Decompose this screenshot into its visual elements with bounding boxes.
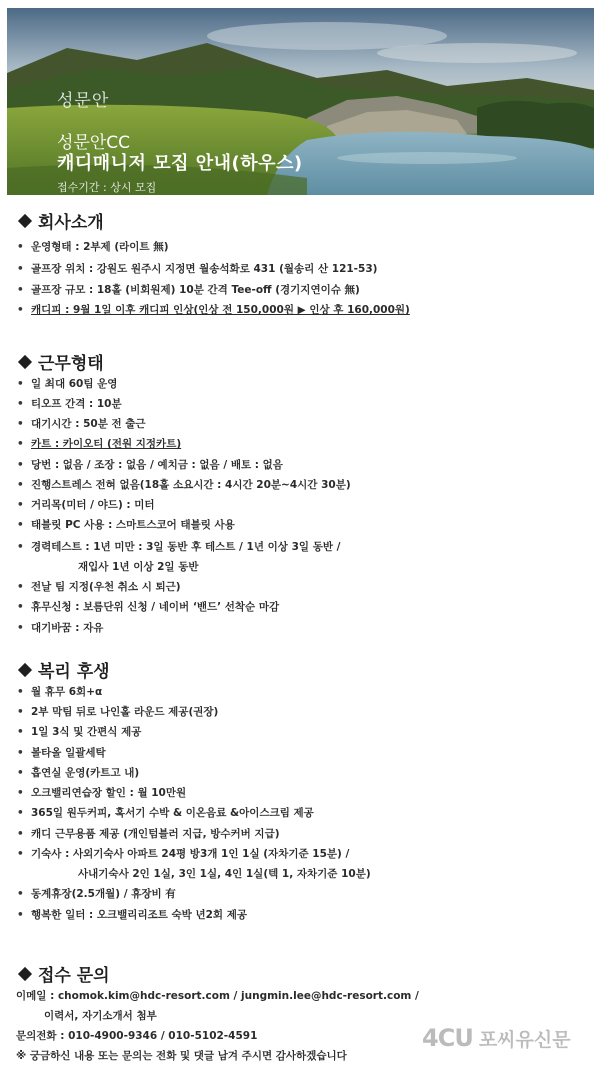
list-item: • 티오프 간격 : 10분 xyxy=(17,398,122,410)
list-item: • 2부 막팀 뒤로 나인홀 라운드 제공(권장) xyxy=(17,706,219,718)
list-item: • 전날 팀 지정(우천 취소 시 퇴근) xyxy=(17,581,181,593)
list-item: • 대기시간 : 50분 전 출근 xyxy=(17,418,146,430)
diamond-bullet-icon xyxy=(18,354,32,368)
list-item: • 거리목(미터 / 야드) : 미터 xyxy=(17,499,155,511)
list-item: • 휴무신청 : 보름단위 신청 / 네이버 ‘밴드’ 선착순 마감 xyxy=(17,601,280,613)
list-item-continuation: 재입사 1년 이상 2일 동반 xyxy=(78,561,199,573)
list-item: • 기숙사 : 사외기숙사 아파트 24평 방3개 1인 1실 (자차기준 15분) / xyxy=(17,848,350,860)
list-item: • 동계휴장(2.5개월) / 휴장비 有 xyxy=(17,888,176,900)
section-heading-work: 근무형태 xyxy=(17,349,104,374)
watermark-text: 포씨유신문 xyxy=(478,1028,571,1051)
list-item: • 운영형태 : 2부제 (라이트 無) xyxy=(17,241,169,253)
list-item: • 1일 3식 및 간편식 제공 xyxy=(17,726,142,738)
list-item: • 당번 : 없음 / 조장 : 없음 / 예치금 : 없음 / 배토 : 없음 xyxy=(17,459,283,471)
list-item: • 흡연실 운영(카트고 내) xyxy=(17,767,140,779)
list-item: • 진행스트레스 전혀 없음(18홀 소요시간 : 4시간 20분~4시간 30분) xyxy=(17,479,351,491)
watermark-logo: 4CU xyxy=(422,1024,473,1052)
list-item: • 월 휴무 6회+α xyxy=(17,686,103,698)
diamond-bullet-icon xyxy=(18,966,32,980)
list-item: • 대기바꿈 : 자유 xyxy=(17,622,104,634)
diamond-bullet-icon xyxy=(18,213,32,227)
banner-title-recruit: 캐디매니저 모집 안내(하우스) xyxy=(57,153,303,174)
section-heading-apply: 접수 문의 xyxy=(17,961,110,986)
contact-email: 이메일 : chomok.kim@hdc-resort.com / jungmin.lee@hdc-resort.com / xyxy=(16,990,419,1002)
contact-documents: 이력서, 자기소개서 첨부 xyxy=(44,1010,157,1022)
list-item: • 일 최대 60팀 운영 xyxy=(17,378,118,390)
list-item: • 캐디피 : 9월 1일 이후 캐디피 인상(인상 전 150,000원 ▶ 인상 후 160,000원) xyxy=(17,304,410,316)
list-item: • 경력테스트 : 1년 미만 : 3일 동반 후 테스트 / 1년 이상 3일 동반 / xyxy=(17,541,341,553)
contact-note: ※ 궁금하신 내용 또는 문의는 전화 및 댓글 남겨 주시면 감사하겠습니다 xyxy=(16,1050,347,1062)
list-item: • 365일 원두커피, 혹서기 수박 & 이온음료 &아이스크림 제공 xyxy=(17,807,314,819)
list-item-continuation: 사내기숙사 2인 1실, 3인 1실, 4인 1실(텍 1, 자차기준 10분) xyxy=(78,868,371,880)
header-banner xyxy=(7,8,594,195)
brand-logo-text: 성문안 xyxy=(57,91,110,111)
list-item: • 볼타올 일괄세탁 xyxy=(17,747,106,759)
section-heading-company: 회사소개 xyxy=(17,208,104,233)
diamond-bullet-icon xyxy=(18,662,32,676)
list-item: • 캐디 근무용품 제공 (개인텀블러 지급, 방수커버 지급) xyxy=(17,828,280,840)
contact-phone: 문의전화 : 010-4900-9346 / 010-5102-4591 xyxy=(16,1030,258,1042)
list-item: • 골프장 위치 : 강원도 원주시 지정면 월송석화로 431 (월송리 산 121-53) xyxy=(17,263,378,275)
list-item: • 카트 : 카이오티 (전원 지정카트) xyxy=(17,438,182,450)
section-heading-welfare: 복리 후생 xyxy=(17,657,110,682)
list-item: • 태블릿 PC 사용 : 스마트스코어 태블릿 사용 xyxy=(17,519,235,531)
list-item: • 행복한 일터 : 오크밸리리조트 숙박 년2회 제공 xyxy=(17,909,248,921)
banner-period: 접수기간 : 상시 모집 xyxy=(57,181,157,194)
banner-title-club: 성문안CC xyxy=(57,133,131,153)
list-item: • 골프장 규모 : 18홀 (비회원제) 10분 간격 Tee-off (경기지연이슈 無) xyxy=(17,284,360,296)
list-item: • 오크밸리연습장 할인 : 월 10만원 xyxy=(17,787,187,799)
watermark xyxy=(422,1024,571,1052)
